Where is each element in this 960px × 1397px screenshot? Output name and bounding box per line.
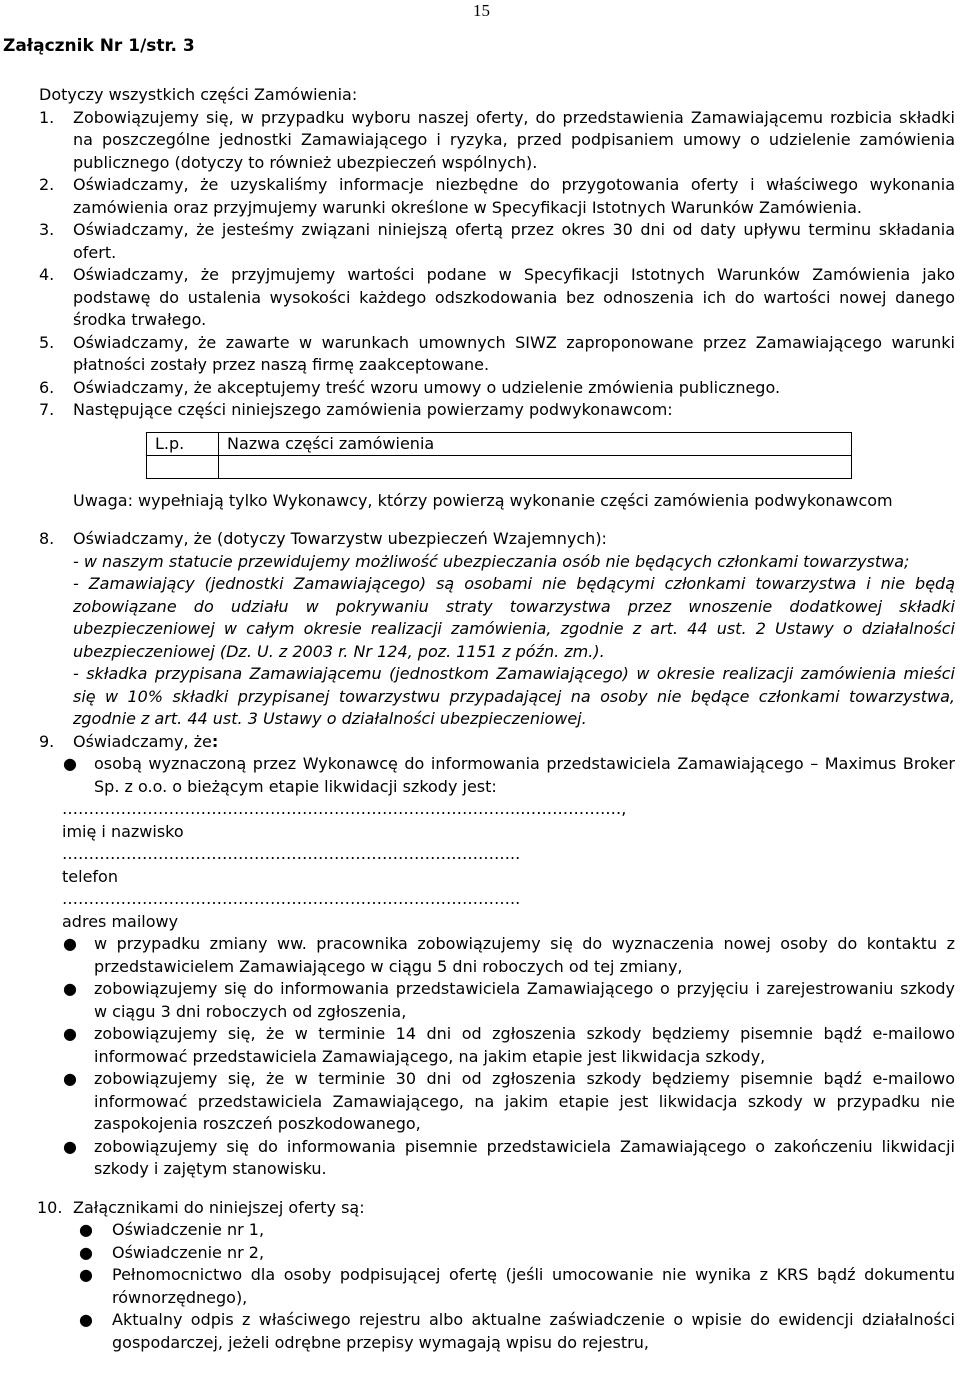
tuw-line: - składka przypisana Zamawiającemu (jednostkom Zamawiającego) w okresie realizacji zamówienia mieści się w 10% składki przypisanej towarzystwu przypadającej na osoby nie będące członkami towarzystwa, zgodnie z art. 44 ust. 3 Ustawy o działalności ubezpieczeniowej.	[73, 664, 955, 728]
bullet-item: ● w przypadku zmiany ww. pracownika zobowiązujemy się do wyznaczenia nowej osoby do kontaktu z przedstawicielem Zamawiającego w ciągu 5 dni roboczych od tej zmiany,	[63, 934, 955, 976]
bullet-item: ● zobowiązujemy się, że w terminie 14 dni od zgłoszenia szkody będziemy pisemnie bądź e-mailowo informować przedstawiciela Zamawiającego, na jakim etapie jest likwidacja szkody,	[63, 1024, 955, 1066]
list-item-8: 8. Oświadczamy, że (dotyczy Towarzystw ubezpieczeń Wzajemnych): - w naszym statucie przewidujemy możliwość ubezpieczania osób nie będących członkami towarzystwa; - Zamawiający (jednostki Zamawiającego) są osobami nie będącymi członkami towarzystwa i nie będą zobowiązane do udziału w pokrywaniu straty towarzystwa przez wnoszenie dodatkowej składki ubezpieczeniowej w całym okresie realizacji zamówienia, zgodnie z art. 44 ust. 2 Ustawy o działalności ubezpieczeniowej (Dz. U. z 2003 r. Nr 124, poz. 1151 z późn. zm.). - składka przypisana Zamawiającemu (jednostkom Zamawiającego) w okresie realizacji zamówienia mieści się w 10% składki przypisanej towarzystwu przypadającej na osoby nie będące członkami towarzystwa, zgodnie z art. 44 ust. 3 Ustawy o działalności ubezpieczeniowej.	[39, 528, 955, 731]
table-header-row	[147, 432, 852, 455]
bullet-item: ● zobowiązujemy się, że w terminie 30 dni od zgłoszenia szkody będziemy pisemnie bądź e-mailowo informować przedstawiciela Zamawiającego, na jakim etapie jest likwidacja szkody w przypadku nie zaspokojenia roszczeń poszkodowanego,	[63, 1069, 955, 1133]
tuw-line: - w naszym statucie przewidujemy możliwość ubezpieczania osób nie będących członkami towarzystwa;	[73, 551, 910, 571]
bullet-icon: ●	[79, 1220, 93, 1239]
label-name: imię i nazwisko	[62, 821, 184, 841]
attachment-item: ● Oświadczenie nr 1,	[39, 1219, 955, 1242]
attachment-item: ● Pełnomocnictwo dla osoby podpisującej ofertę (jeśli umocowanie nie wynika z KRS bądź dokumentu równorzędnego),	[79, 1265, 955, 1307]
table-row	[147, 455, 852, 478]
bullet-item: ● osobą wyznaczoną przez Wykonawcę do informowania przedstawiciela Zamawiającego – Maximus Broker Sp. z o.o. o bieżącym etapie likwidacji szkody jest:	[63, 754, 955, 796]
attachment-item: ● Aktualny odpis z właściwego rejestru albo aktualne zaświadczenie o wpisie do ewidencji działalności gospodarczej, jeżeli odrębne przepisy wymagają wpisu do rejestru,	[79, 1310, 955, 1352]
bullet-item: ● zobowiązujemy się do informowania przedstawiciela Zamawiającego o przyjęciu i zarejestrowaniu szkody w ciągu 3 dni roboczych od zgłoszenia,	[63, 979, 955, 1021]
blank-line-name: …………………………………………………………………………..…………….…,	[62, 799, 627, 818]
table-header-name: Nazwa części zamówienia	[219, 432, 852, 455]
bullet-icon: ●	[63, 1024, 77, 1043]
list-item: 7. Następujące części niniejszego zamówienia powierzamy podwykonawcom:	[39, 400, 673, 419]
label-email: adres mailowy	[62, 911, 179, 931]
list-item: 5. Oświadczamy, że zawarte w warunkach umownych SIWZ zaproponowane przez Zamawiającego warunki płatności zostały przez naszą firmę zaakceptowane.	[39, 332, 955, 374]
list-item: 2. Oświadczamy, że uzyskaliśmy informacje niezbędne do przygotowania oferty i właściwego wykonania zamówienia oraz przyjmujemy warunki określone w Specyfikacji Istotnych Warunków Zamówienia.	[39, 175, 955, 217]
bullet-icon: ●	[63, 1069, 77, 1088]
intro-text: Dotyczy wszystkich części Zamówienia:	[39, 85, 358, 104]
list-item: 6. Oświadczamy, że akceptujemy treść wzoru umowy o udzielenie zmówienia publicznego.	[39, 377, 781, 397]
attachment-item: ● Oświadczenie nr 2,	[39, 1242, 955, 1265]
bullet-icon: ●	[79, 1310, 93, 1329]
document-body	[39, 84, 955, 1354]
bullet-icon: ●	[63, 1136, 77, 1156]
bullet-icon: ●	[79, 1242, 93, 1262]
list-item: 1. Zobowiązujemy się, w przypadku wyboru naszej oferty, do przedstawienia Zamawiającemu rozbicia składki na poszczególne jednostki Zamawiającego i ryzyka, przed podpisaniem umowy o udzielenie zamówienia publicznego (dotyczy to również ubezpieczeń wspólnych).	[39, 107, 955, 172]
blank-line-phone: …………………………………………………………………………..	[62, 844, 521, 863]
list-item-10: 10. Załącznikami do niniejszej oferty są:	[37, 1197, 365, 1217]
list-item: 3. Oświadczamy, że jesteśmy związani niniejszą ofertą przez okres 30 dni od daty upływu terminu składania ofert.	[39, 220, 955, 262]
blank-line-email: …………………………………………………………………………..	[62, 889, 521, 908]
table-header-lp: L.p.	[147, 432, 219, 455]
tuw-line: - Zamawiający (jednostki Zamawiającego) są osobami nie będącymi członkami towarzystwa i nie będą zobowiązane do udziału w pokrywaniu straty towarzystwa przez wnoszenie dodatkowej składki ubezpieczeniowej w całym okresie realizacji zamówienia, zgodnie z art. 44 ust. 2 Ustawy o działalności ubezpieczeniowej (Dz. U. z 2003 r. Nr 124, poz. 1151 z późn. zm.).	[73, 574, 955, 661]
subcontractor-table	[146, 432, 852, 479]
bullet-item: ● zobowiązujemy się do informowania pisemnie przedstawiciela Zamawiającego o zakończeniu likwidacji szkody i zajętym stanowisku.	[63, 1136, 955, 1178]
bullet-icon: ●	[63, 934, 77, 953]
bullet-icon: ●	[63, 979, 77, 998]
list-item-9: 9. Oświadczamy, że:	[39, 731, 219, 751]
label-phone: telefon	[62, 866, 118, 886]
bullet-icon: ●	[79, 1265, 93, 1284]
bullet-icon: ●	[63, 754, 77, 773]
note-text: Uwaga: wypełniają tylko Wykonawcy, którzy powierzą wykonanie części zamówienia podwykonawcom	[73, 490, 893, 510]
list-item: 4. Oświadczamy, że przyjmujemy wartości podane w Specyfikacji Istotnych Warunków Zamówienia jako podstawę do ustalenia wysokości każdego odszkodowania bez odnoszenia ich do wartości nowej danego środka trwałego.	[39, 265, 955, 329]
page-heading: Załącznik Nr 1/str. 3	[3, 36, 195, 56]
page-number: 15	[473, 1, 490, 20]
